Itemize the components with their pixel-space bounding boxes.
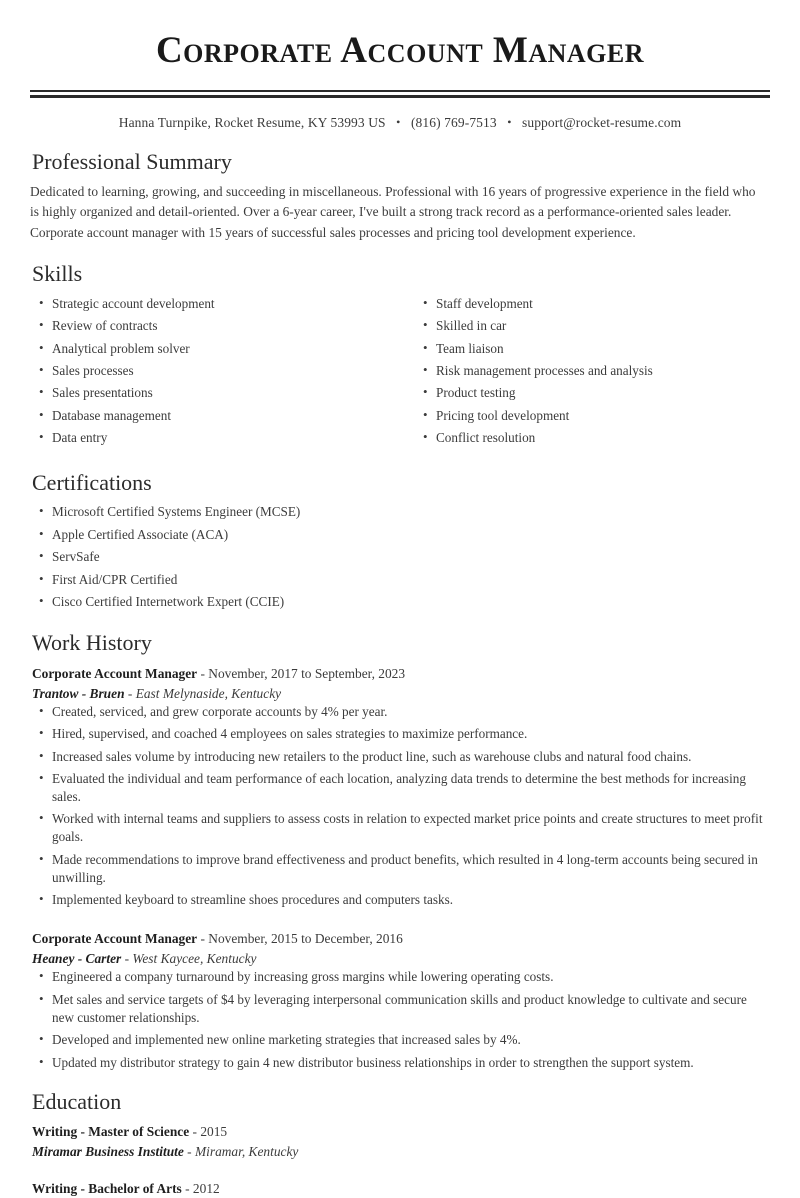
skills-column-right	[400, 295, 770, 452]
list-item: • Apple Certified Associate (ACA)	[30, 526, 770, 544]
job-company: Trantow - Bruen	[32, 685, 125, 701]
list-item: • Data entry	[30, 429, 400, 447]
section-education	[30, 1088, 770, 1198]
job-company-separator: -	[121, 951, 133, 967]
job-company-separator: -	[124, 685, 136, 701]
job-title: Corporate Account Manager	[32, 931, 198, 947]
job-company-line	[32, 949, 770, 968]
list-item: • Updated my distributor strategy to gain 4 new distributor business relationships in order to strengthen the support system.	[30, 1054, 770, 1072]
list-item: • Implemented keyboard to streamline shoes procedures and computers tasks.	[30, 891, 770, 909]
contact-line	[30, 115, 770, 131]
section-professional-summary	[30, 148, 770, 244]
list-item: • Conflict resolution	[414, 429, 770, 447]
job-title: Corporate Account Manager	[32, 665, 198, 681]
list-item: • Database management	[30, 407, 400, 425]
list-item: • Evaluated the individual and team performance of each location, analyzing data trends to determine the best methods for increasing sales.	[30, 770, 770, 806]
list-item: • Met sales and service targets of $4 by leveraging interpersonal communication skills and product knowledge to cultivate and secure new customer relationships.	[30, 991, 770, 1027]
list-item: • Sales processes	[30, 362, 400, 380]
job-company: Heaney - Carter	[32, 951, 122, 967]
job-dates: November, 2017 to September, 2023	[208, 665, 406, 681]
job-location: West Kaycee, Kentucky	[132, 951, 257, 967]
contact-separator-1: •	[396, 114, 401, 129]
list-item: • Sales presentations	[30, 384, 400, 402]
list-item: • Cisco Certified Internetwork Expert (CCIE)	[30, 593, 770, 611]
contact-email[interactable]: support@rocket-resume.com	[522, 114, 682, 130]
section-heading-work-history: Work History	[32, 630, 152, 656]
section-skills	[30, 260, 770, 452]
list-item: • Microsoft Certified Systems Engineer (MCSE)	[30, 503, 770, 521]
education-degree-line	[32, 1179, 770, 1198]
section-work-history	[30, 629, 770, 1071]
education-separator: -	[181, 1181, 193, 1197]
section-heading-certifications: Certifications	[32, 469, 152, 495]
education-school: Miramar Business Institute	[32, 1144, 184, 1160]
resume-title: Corporate Account Manager	[155, 30, 645, 71]
divider-line-bottom	[30, 95, 770, 98]
job-separator: -	[197, 931, 209, 947]
section-certifications	[30, 469, 770, 611]
list-item: • Product testing	[414, 384, 770, 402]
list-item: • Pricing tool development	[414, 407, 770, 425]
education-degree-line	[32, 1122, 770, 1141]
education-entry	[30, 1179, 770, 1198]
work-history-entry	[30, 929, 770, 1071]
work-history-entry	[30, 664, 770, 910]
education-school-separator: -	[183, 1144, 195, 1160]
divider-line-top	[30, 90, 770, 92]
education-year: 2015	[200, 1124, 228, 1140]
list-item: • Team liaison	[414, 340, 770, 358]
list-item: • Worked with internal teams and suppliers to assess costs in relation to expected market price points and create structures to meet profit goals.	[30, 810, 770, 846]
list-item: • Analytical problem solver	[30, 340, 400, 358]
contact-address: Hanna Turnpike, Rocket Resume, KY 53993 US	[118, 114, 386, 130]
education-separator: -	[189, 1124, 201, 1140]
list-item: • Review of contracts	[30, 317, 400, 335]
section-heading-education: Education	[32, 1088, 122, 1114]
section-heading-skills: Skills	[32, 261, 83, 287]
job-title-line	[32, 929, 770, 948]
list-item: • Increased sales volume by introducing new retailers to the product line, such as warehouse clubs and natural food chains.	[30, 748, 770, 766]
list-item: • Staff development	[414, 295, 770, 313]
education-year: 2012	[192, 1181, 220, 1197]
job-title-line	[32, 664, 770, 683]
skills-list-left	[30, 295, 400, 448]
list-item: • First Aid/CPR Certified	[30, 571, 770, 589]
list-item: • Hired, supervised, and coached 4 employees on sales strategies to maximize performance.	[30, 725, 770, 743]
skills-list-right	[414, 295, 770, 448]
job-location: East Melynaside, Kentucky	[135, 685, 282, 701]
job-dates: November, 2015 to December, 2016	[208, 931, 403, 947]
list-item: • Developed and implemented new online marketing strategies that increased sales by 4%.	[30, 1031, 770, 1049]
list-item: • Risk management processes and analysis	[414, 362, 770, 380]
list-item: • Made recommendations to improve brand effectiveness and product benefits, which resulted in 4 long-term accounts being secured in unwilling.	[30, 851, 770, 887]
list-item: • Strategic account development	[30, 295, 400, 313]
job-company-line	[32, 684, 770, 703]
skills-column-left	[30, 295, 400, 452]
job-bullets-list	[30, 968, 770, 1071]
education-degree: Writing - Master of Science	[32, 1124, 190, 1140]
contact-separator-2: •	[507, 114, 512, 129]
summary-paragraph: Dedicated to learning, growing, and succeeding in miscellaneous. Professional with 16 years of progressive experience in the field who is highly organized and detail-oriented. Over a 6-year career, I've built a strong track record as a performance-oriented sales leader. Corporate account manager with 15 years of successful sales processes and pricing tool development experience.	[30, 184, 756, 240]
skills-columns	[30, 295, 770, 452]
section-heading-summary: Professional Summary	[32, 148, 232, 174]
education-degree: Writing - Bachelor of Arts	[32, 1181, 182, 1197]
education-location: Miramar, Kentucky	[194, 1144, 299, 1160]
list-item: • Engineered a company turnaround by increasing gross margins while lowering operating costs.	[30, 968, 770, 986]
job-bullets-list	[30, 703, 770, 910]
certifications-list	[30, 503, 770, 611]
header-divider	[30, 90, 770, 98]
contact-phone[interactable]: (816) 769-7513	[410, 114, 497, 130]
education-entry	[30, 1122, 770, 1161]
list-item: • Created, serviced, and grew corporate accounts by 4% per year.	[30, 703, 770, 721]
list-item: • ServSafe	[30, 548, 770, 566]
education-school-line	[32, 1142, 770, 1161]
job-separator: -	[197, 665, 209, 681]
list-item: • Skilled in car	[414, 317, 770, 335]
